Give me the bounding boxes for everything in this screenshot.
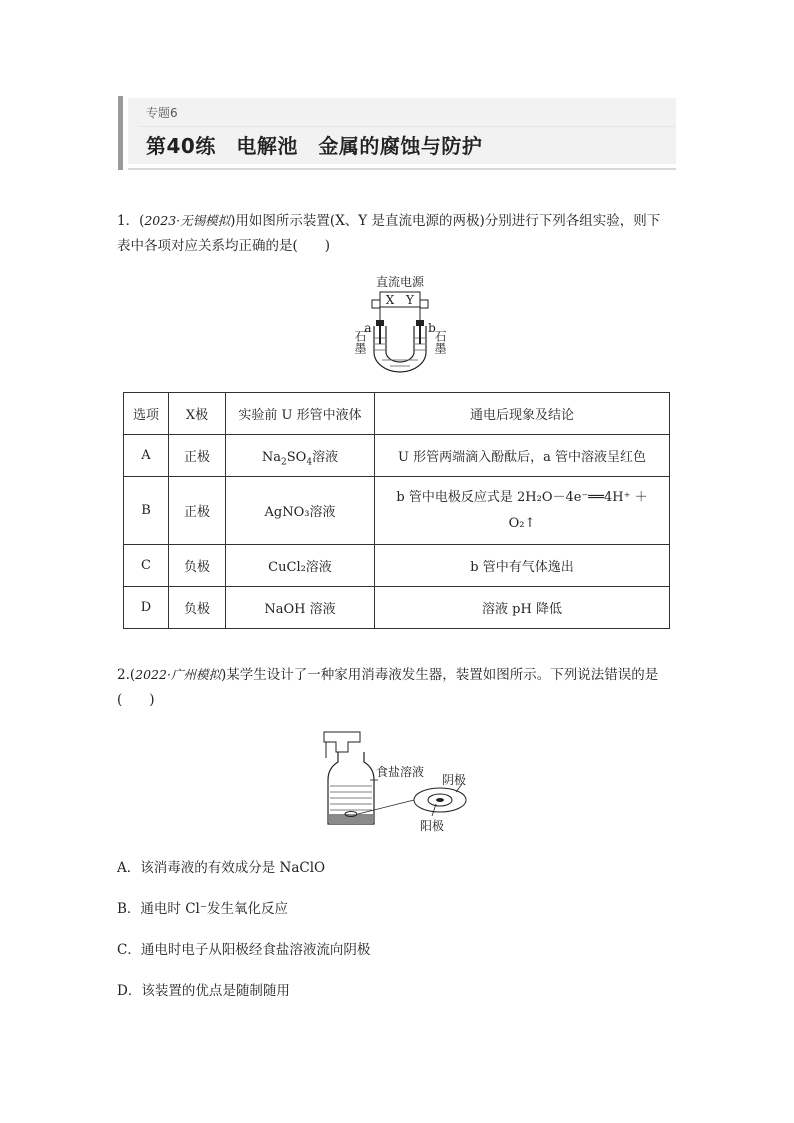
table-cell: b 管中有气体逸出 bbox=[375, 545, 670, 587]
table-cell: D bbox=[124, 587, 169, 629]
electrolysis-u-tube-diagram bbox=[352, 274, 448, 374]
table-header-row bbox=[124, 393, 670, 435]
header-accent-bar bbox=[118, 96, 123, 170]
formula-part: 溶液 bbox=[312, 450, 339, 465]
bottle-outline bbox=[328, 752, 374, 824]
table-header: X极 bbox=[169, 393, 226, 435]
option-c: C．通电时电子从阳极经食盐溶液流向阴极 bbox=[117, 942, 371, 958]
table-cell: B bbox=[124, 477, 169, 545]
stopper-right bbox=[416, 320, 424, 326]
table-row bbox=[124, 435, 670, 477]
power-source-label: 直流电源 bbox=[375, 275, 425, 289]
question-source: 2022·广州模拟 bbox=[135, 667, 221, 682]
anode-label: 阳极 bbox=[420, 819, 445, 833]
option-a: A．该消毒液的有效成分是 NaClO bbox=[117, 860, 326, 876]
question-number: 2.( bbox=[117, 667, 136, 683]
table-cell: 溶液 pH 降低 bbox=[375, 587, 670, 629]
electrode-a-label: a bbox=[364, 321, 372, 335]
formula-part: SO bbox=[286, 450, 307, 465]
question-1 bbox=[117, 208, 685, 259]
cathode-label: 阴极 bbox=[442, 773, 467, 787]
table-cell: NaOH 溶液 bbox=[226, 587, 375, 629]
formula-part: Na bbox=[261, 450, 282, 465]
table-cell: 正极 bbox=[169, 477, 226, 545]
wire-left bbox=[372, 300, 380, 322]
table-cell: AgNO₃溶液 bbox=[226, 477, 375, 545]
electrode-center bbox=[436, 798, 444, 802]
pole-y-label: Y bbox=[406, 293, 414, 307]
table-cell: U 形管两端滴入酚酞后，a 管中溶液呈红色 bbox=[375, 435, 670, 477]
section-header bbox=[118, 96, 676, 170]
table-cell: C bbox=[124, 545, 169, 587]
bottle-base bbox=[329, 814, 373, 824]
formula-subscript: 4 bbox=[306, 457, 313, 468]
spray-head bbox=[324, 732, 360, 752]
topic-label: 专题6 bbox=[146, 106, 178, 120]
option-b: B．通电时 Cl⁻发生氧化反应 bbox=[117, 901, 288, 917]
table-cell: CuCl₂溶液 bbox=[226, 545, 375, 587]
result-line: b 管中电极反应式是 2H₂O－4e⁻══4H⁺ ＋ bbox=[396, 489, 648, 505]
salt-solution-label: 食盐溶液 bbox=[376, 765, 425, 779]
question-2-line-2: ( ) bbox=[117, 692, 155, 708]
disinfectant-generator-diagram bbox=[318, 728, 478, 838]
option-d: D．该装置的优点是随制随用 bbox=[117, 983, 290, 999]
question-1-line-2: 表中各项对应关系均正确的是( ) bbox=[117, 238, 331, 254]
header-underline bbox=[128, 168, 676, 170]
table-header: 选项 bbox=[124, 393, 169, 435]
options-table bbox=[123, 392, 670, 629]
u-tube-inner bbox=[386, 326, 414, 362]
anode-pointer bbox=[432, 804, 436, 816]
connector-line bbox=[358, 800, 414, 814]
pole-x-label: X bbox=[385, 293, 395, 307]
table-header: 通电后现象及结论 bbox=[375, 393, 670, 435]
result-line: O₂↑ bbox=[508, 515, 536, 531]
wire-right bbox=[420, 300, 428, 322]
table-cell: 正极 bbox=[169, 435, 226, 477]
u-tube-outer bbox=[374, 326, 426, 372]
left-graphite-label: 石墨 bbox=[353, 330, 367, 354]
table-row bbox=[124, 545, 670, 587]
stopper-left bbox=[376, 320, 384, 326]
table-cell: A bbox=[124, 435, 169, 477]
question-text: )用如图所示装置(X、Y 是直流电源的两极)分别进行下列各组实验，则下 bbox=[230, 213, 661, 229]
question-text: )某学生设计了一种家用消毒液发生器，装置如图所示。下列说法错误的是 bbox=[220, 667, 659, 683]
header-divider bbox=[138, 126, 676, 127]
formula-subscript: 2 bbox=[281, 457, 287, 468]
question-2 bbox=[117, 662, 685, 713]
question-number: 1．( bbox=[117, 213, 145, 229]
table-cell bbox=[226, 435, 375, 477]
right-graphite-label: 石墨 bbox=[433, 330, 447, 354]
table-row bbox=[124, 587, 670, 629]
table-cell: 负极 bbox=[169, 545, 226, 587]
table-row bbox=[124, 477, 670, 545]
table-header: 实验前 U 形管中液体 bbox=[226, 393, 375, 435]
electrode-b-label: b bbox=[428, 321, 436, 335]
table-cell bbox=[375, 477, 670, 545]
question-2-line-1 bbox=[117, 662, 685, 688]
solution-lines bbox=[330, 786, 372, 810]
question-1-line-1 bbox=[117, 208, 685, 234]
question-source: 2023·无锡模拟 bbox=[144, 213, 231, 228]
table-cell: 负极 bbox=[169, 587, 226, 629]
page-title: 第40练 电解池 金属的腐蚀与防护 bbox=[146, 134, 483, 158]
